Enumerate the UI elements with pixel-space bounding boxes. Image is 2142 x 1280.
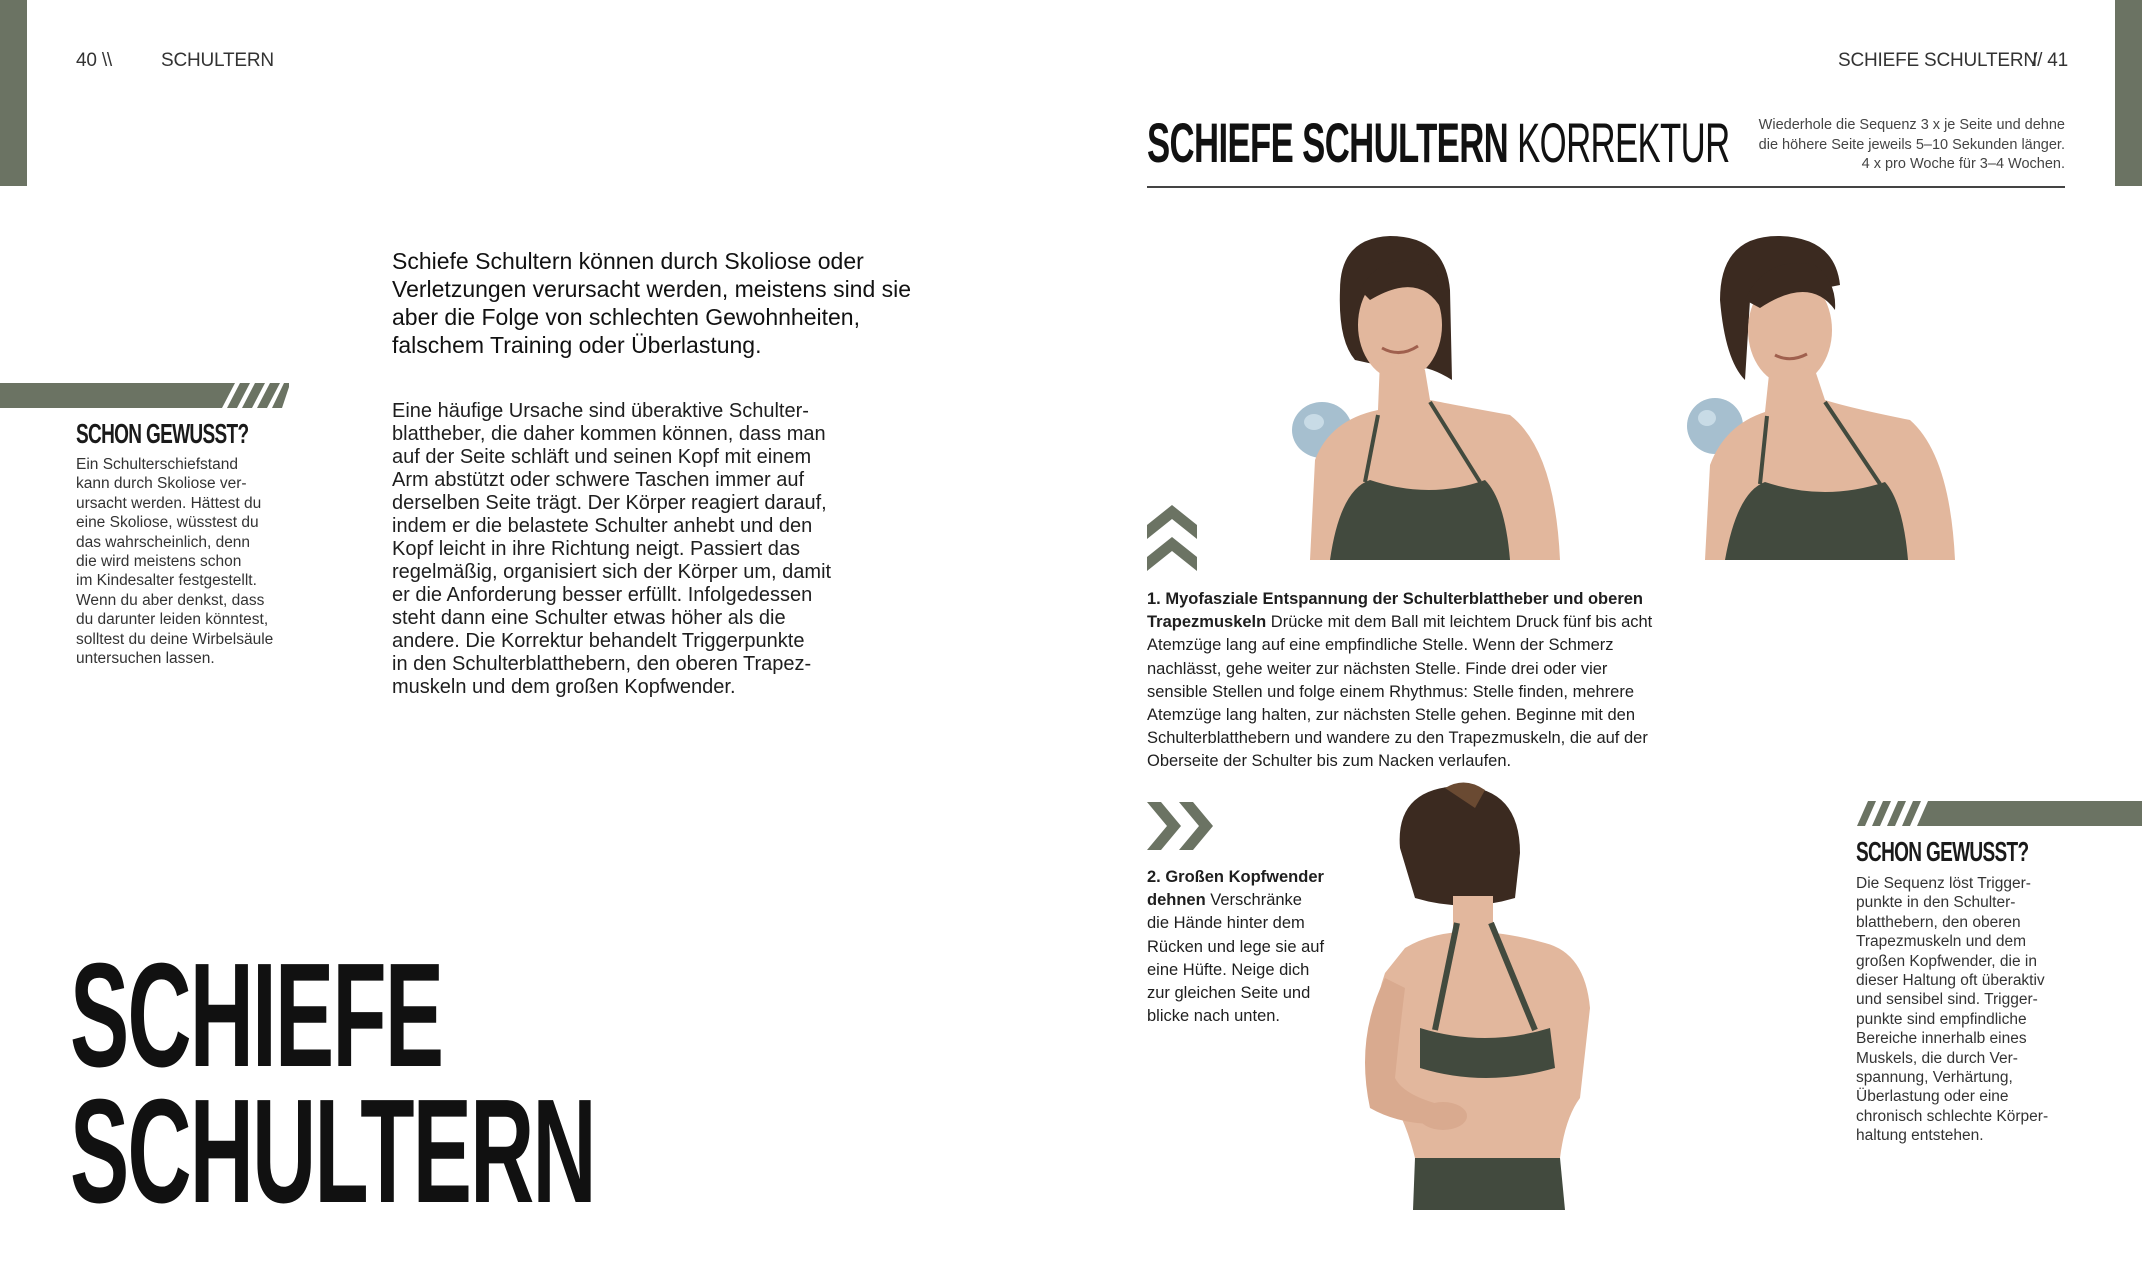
step2-line: zur gleichen Seite und <box>1147 984 1311 1003</box>
section-heading-light: KORREKTUR <box>1517 111 1730 174</box>
chevron-right-icon <box>1147 802 1213 850</box>
body-line: derselben Seite trägt. Der Körper reagiert darauf, <box>392 492 827 514</box>
info-line: spannung, Verhärtung, <box>1856 1069 2013 1087</box>
big-title-line2: SCHULTERN <box>70 1069 595 1234</box>
step2-line: Rücken und lege sie auf <box>1147 937 1325 956</box>
info-line: Ein Schulterschiefstand <box>76 456 238 473</box>
photo-ball-release-1 <box>1270 230 1570 560</box>
body-line: Arm abstützt oder schwere Taschen immer auf <box>392 469 805 491</box>
step2-text-first: Verschränke <box>1205 891 1302 910</box>
info-box-title-left: SCHON GEWUSST? <box>76 418 249 449</box>
step1-line: nachlässt, gehe weiter zur nächsten Stelle. Finde drei oder vier <box>1147 659 1608 678</box>
info-line: Überlastung oder eine <box>1856 1088 2009 1106</box>
step1-line-first <box>1147 611 1707 634</box>
info-box-title-right: SCHON GEWUSST? <box>1856 836 2029 867</box>
page-number-right: // 41 <box>2032 50 2068 71</box>
step2-line-first <box>1147 889 1367 912</box>
step1-line: Atemzüge lang auf eine empfindliche Stelle. Wenn der Schmerz <box>1147 636 1614 655</box>
body-line: auf der Seite schläft und seinen Kopf mit einem <box>392 446 812 468</box>
intro-paragraph: Schiefe Schultern können durch Skoliose oder Verletzungen verursacht werden, meistens sind sie aber die Folge von schlechten Gewohnheiten, falschem Training oder Überlastung. <box>392 248 912 358</box>
info-line: punkte sind empfindliche <box>1856 1010 2027 1028</box>
info-line: im Kindesalter festgestellt. <box>76 572 257 590</box>
info-line: und sensibel sind. Trigger- <box>1856 991 2038 1009</box>
step1-line: Oberseite der Schulter bis zum Nacken verlaufen. <box>1147 752 1512 771</box>
info-line: haltung entstehen. <box>1856 1127 1984 1145</box>
page-number-left: 40 \\ <box>76 50 112 71</box>
heading-rule <box>1147 186 2065 188</box>
info-line: Trapezmuskeln und dem <box>1856 933 2027 951</box>
page-edge-tab-right <box>2115 0 2142 186</box>
info-line: Wenn du aber denkst, dass <box>76 591 265 609</box>
step1-text-first: Drücke mit dem Ball mit leichtem Druck fünf bis acht <box>1266 613 1653 632</box>
info-box-text-left <box>76 455 306 668</box>
info-line: großen Kopfwender, die in <box>1856 952 2037 970</box>
heading-note <box>1690 116 2065 175</box>
body-line: muskeln und dem großen Kopfwender. <box>392 676 736 698</box>
step2-text <box>1147 866 1367 1028</box>
body-line: indem er die belastete Schulter anhebt und den <box>392 515 813 537</box>
info-line: eine Skoliose, wüsstest du <box>76 514 259 532</box>
info-line: chronisch schlechte Körper- <box>1856 1107 2049 1125</box>
body-text <box>392 400 852 699</box>
heading-note-line: Wiederhole die Sequenz 3 x je Seite und dehne <box>1758 117 2065 133</box>
photo-neck-stretch <box>1345 778 1625 1210</box>
info-line: die wird meistens schon <box>76 553 242 571</box>
heading-note-line: die höhere Seite jeweils 5–10 Sekunden länger. <box>1758 136 2065 153</box>
info-line: du darunter leiden könntest, <box>76 611 269 629</box>
section-heading <box>1147 112 1730 174</box>
body-line: Eine häufige Ursache sind überaktive Schulter- <box>392 400 809 422</box>
body-line: er die Anforderung besser erfüllt. Infolgedessen <box>392 584 813 606</box>
info-line: solltest du deine Wirbelsäule <box>76 630 274 648</box>
step1-title-line: 1. Myofasziale Entspannung der Schulterblattheber und oberen <box>1147 590 1643 608</box>
info-line: kann durch Skoliose ver- <box>76 475 247 493</box>
info-box-stripe-right <box>1857 801 2142 826</box>
step2-title-line: 2. Großen Kopfwender <box>1147 868 1324 886</box>
body-line: Kopf leicht in ihre Richtung neigt. Passiert das <box>392 538 800 560</box>
info-line: Muskels, die durch Ver- <box>1856 1049 2018 1067</box>
info-line: Bereiche innerhalb eines <box>1856 1030 2027 1048</box>
info-line: untersuchen lassen. <box>76 650 215 668</box>
body-line: steht dann eine Schulter etwas höher als die <box>392 607 786 629</box>
info-line: das wahrscheinlich, denn <box>76 533 251 551</box>
page-edge-tab-left <box>0 0 27 186</box>
body-line: in den Schulterblatthebern, den oberen Trapez- <box>392 653 812 675</box>
step1-line: Schulterblatthebern und wandere zu den Trapezmuskeln, die auf der <box>1147 729 1648 748</box>
info-line: punkte in den Schulter- <box>1856 894 2016 912</box>
body-line: andere. Die Korrektur behandelt Triggerpunkte <box>392 630 805 652</box>
body-line: regelmäßig, organisiert sich der Körper um, damit <box>392 561 832 583</box>
running-header-left: SCHULTERN <box>161 50 274 71</box>
section-heading-bold: SCHIEFE SCHULTERN <box>1147 111 1509 174</box>
info-box-stripe-left <box>0 383 290 408</box>
step2-line: die Hände hinter dem <box>1147 914 1305 933</box>
info-line: dieser Haltung oft überaktiv <box>1856 972 2045 990</box>
chevron-up-icon <box>1147 505 1197 571</box>
step2-title-line: dehnen <box>1147 891 1206 910</box>
heading-note-line: 4 x pro Woche für 3–4 Wochen. <box>1861 156 2065 172</box>
step1-text <box>1147 588 1707 774</box>
step1-line: sensible Stellen und folge einem Rhythmus: Stelle finden, mehrere <box>1147 682 1635 701</box>
step1-title-line: Trapezmuskeln <box>1147 613 1267 632</box>
running-header-right: SCHIEFE SCHULTERN <box>1838 50 2037 71</box>
step1-line: Atemzüge lang halten, zur nächsten Stelle gehen. Beginne mit den <box>1147 706 1635 725</box>
big-title-line1: SCHIEFE <box>70 933 443 1098</box>
info-line: Die Sequenz löst Trigger- <box>1856 875 2031 892</box>
body-line: blattheber, die daher kommen können, dass man <box>392 423 826 445</box>
photo-ball-release-2 <box>1665 230 1965 560</box>
info-line: ursacht werden. Hättest du <box>76 494 262 512</box>
step2-line: blicke nach unten. <box>1147 1007 1281 1026</box>
info-box-text-right <box>1856 874 2086 1146</box>
step2-line: eine Hüfte. Neige dich <box>1147 960 1310 979</box>
info-line: blatthebern, den oberen <box>1856 913 2021 931</box>
